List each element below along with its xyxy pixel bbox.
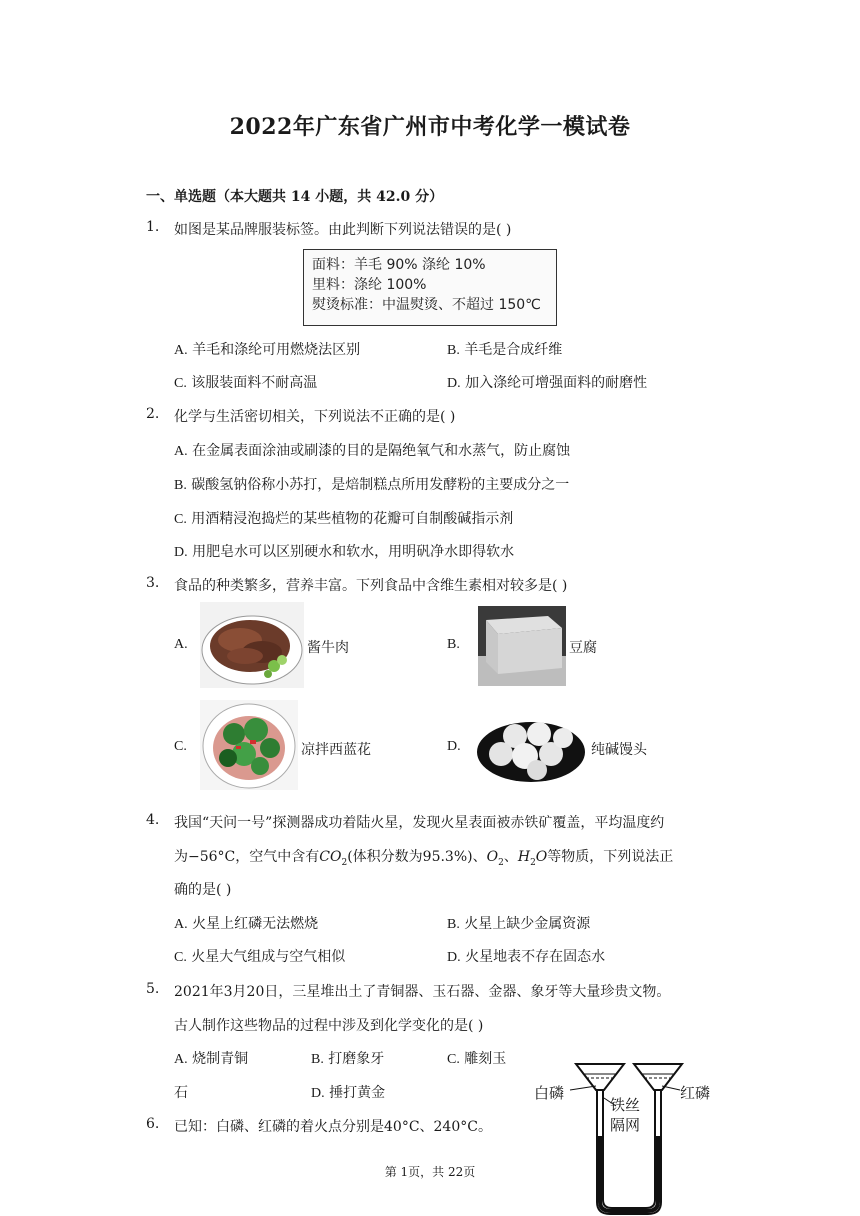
option-c-wrap: 石 bbox=[174, 1085, 188, 1101]
label-line: 熨烫标准：中温熨烫、不超过 150℃ bbox=[312, 297, 541, 313]
question-number: 5. bbox=[146, 981, 160, 997]
tofu-photo bbox=[478, 606, 566, 686]
option-c: C. 用酒精浸泡捣烂的某些植物的花瓣可自制酸碱指示剂 bbox=[174, 511, 514, 527]
option-c: C. 火星大气组成与空气相似 bbox=[174, 949, 346, 965]
option-c-text: 凉拌西蓝花 bbox=[301, 742, 371, 758]
question-number: 1. bbox=[146, 219, 160, 235]
clothing-label-image bbox=[303, 249, 557, 326]
steamed-buns-photo bbox=[475, 708, 587, 784]
question-number: 2. bbox=[146, 406, 160, 422]
white-phosphorus-label: 白磷 bbox=[534, 1084, 565, 1102]
question-stem: 化学与生活密切相关，下列说法不正确的是( ) bbox=[174, 409, 456, 425]
option-b: B. 打磨象牙 bbox=[311, 1051, 385, 1067]
option-b-letter: B. bbox=[447, 637, 460, 652]
option-b-text: 豆腐 bbox=[569, 640, 597, 656]
option-a: A. 火星上红磷无法燃烧 bbox=[174, 916, 319, 932]
question-stem-line: 为−56°C，空气中含有$CO_2$(体积分数为95.3%)、$O_2$、$H_2O$等物质，下列说法正 bbox=[174, 849, 674, 868]
question-stem-line: 我国“天问一号”探测器成功着陆火星，发现火星表面被赤铁矿覆盖，平均温度约 bbox=[174, 815, 665, 831]
option-a-text: 酱牛肉 bbox=[307, 640, 349, 656]
question-stem-line: 确的是( ) bbox=[174, 882, 232, 898]
option-b: B. 碳酸氢钠俗称小苏打，是焙制糕点所用发酵粉的主要成分之一 bbox=[174, 477, 570, 493]
label-line: 里料：涤纶 100% bbox=[312, 277, 427, 293]
question-number: 4. bbox=[146, 812, 160, 828]
option-a: A. 烧制青铜 bbox=[174, 1051, 249, 1067]
page-footer: 第 1页，共 22页 bbox=[384, 1165, 476, 1179]
question-stem: 已知：白磷、红磷的着火点分别是40°C、240°C。 bbox=[174, 1119, 492, 1135]
section-heading: 一、单选题（本大题共 14 小题，共 42.0 分） bbox=[146, 189, 444, 205]
option-b: B. 羊毛是合成纤维 bbox=[447, 342, 563, 358]
broccoli-photo bbox=[200, 700, 298, 790]
option-a: A. 羊毛和涤纶可用燃烧法区别 bbox=[174, 342, 361, 358]
option-d: D. 捶打黄金 bbox=[311, 1085, 386, 1101]
page-title: 2022年广东省广州市中考化学一模试卷 bbox=[229, 114, 631, 140]
mesh-label: 隔网 bbox=[610, 1116, 641, 1134]
label-line: 面料：羊毛 90% 涤纶 10% bbox=[312, 257, 486, 273]
question-stem: 食品的种类繁多，营养丰富。下列食品中含维生素相对较多是( ) bbox=[174, 578, 568, 594]
iron-wire-label: 铁丝 bbox=[610, 1096, 641, 1114]
option-d-letter: D. bbox=[447, 739, 461, 754]
option-a-letter: A. bbox=[174, 637, 188, 652]
option-d-text: 纯碱馒头 bbox=[591, 742, 647, 758]
option-a: A. 在金属表面涂油或刷漆的目的是隔绝氧气和水蒸气，防止腐蚀 bbox=[174, 443, 571, 459]
phosphorus-apparatus-diagram bbox=[530, 1062, 720, 1216]
question-stem-line: 2021年3月20日，三星堆出土了青铜器、玉石器、金器、象牙等大量珍贵文物。 bbox=[174, 984, 671, 1000]
question-stem: 如图是某品牌服装标签。由此判断下列说法错误的是( ) bbox=[174, 222, 512, 238]
option-b: B. 火星上缺少金属资源 bbox=[447, 916, 591, 932]
question-number: 6. bbox=[146, 1116, 160, 1132]
option-d: D. 火星地表不存在固态水 bbox=[447, 949, 606, 965]
beef-photo bbox=[200, 602, 304, 688]
question-number: 3. bbox=[146, 575, 160, 591]
option-d: D. 用肥皂水可以区别硬水和软水，用明矾净水即得软水 bbox=[174, 544, 515, 560]
question-stem-line: 古人制作这些物品的过程中涉及到化学变化的是( ) bbox=[174, 1018, 484, 1034]
option-c: C. 该服装面料不耐高温 bbox=[174, 375, 318, 391]
option-d: D. 加入涤纶可增强面料的耐磨性 bbox=[447, 375, 648, 391]
red-phosphorus-label: 红磷 bbox=[680, 1084, 711, 1102]
option-c-letter: C. bbox=[174, 739, 187, 754]
option-c: C. 雕刻玉 bbox=[447, 1051, 507, 1067]
